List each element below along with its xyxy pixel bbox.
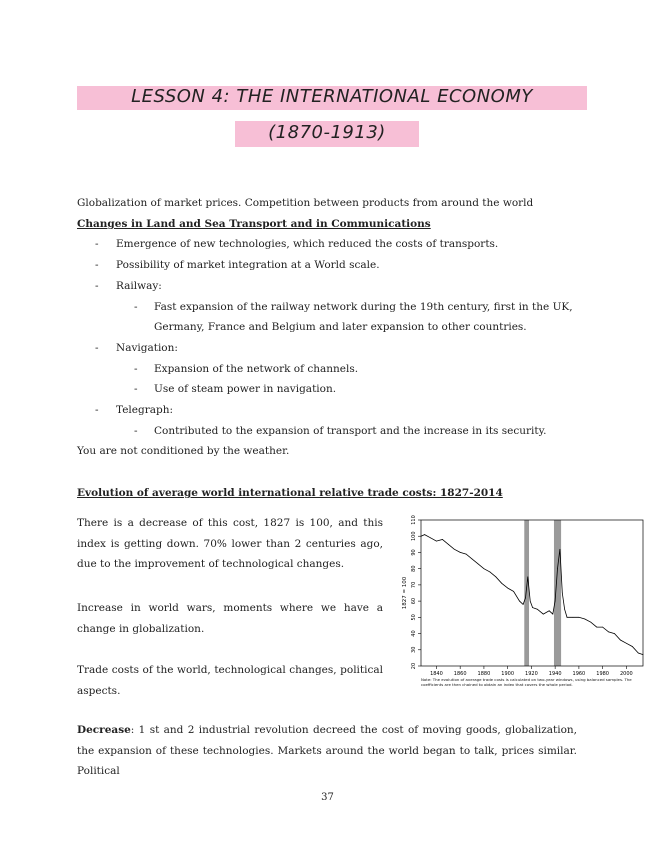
- y-tick-label: 110: [411, 515, 417, 525]
- trade-cost-point: [430, 537, 431, 538]
- trade-cost-point: [543, 614, 544, 615]
- trade-cost-point: [501, 583, 502, 584]
- y-tick-label: 20: [411, 662, 417, 670]
- trade-cost-point: [537, 609, 538, 610]
- trade-cost-point: [523, 604, 524, 605]
- y-tick-label: 70: [411, 581, 417, 589]
- sub-bullet-dash: -: [134, 363, 138, 375]
- bullet-railway: Railway:: [116, 280, 162, 292]
- war-period-band: [554, 520, 561, 666]
- trade-cost-point: [466, 554, 467, 555]
- decrease-text: : 1 st and 2 industrial revolution decreed the cost of moving goods, globalization, the expansion of these technologies. Markets around the world began to talk, prices similar. Political: [77, 724, 577, 777]
- trade-cost-point: [424, 534, 425, 535]
- navigation-steam: Use of steam power in navigation.: [154, 383, 337, 395]
- decrease-label: Decrease: [77, 724, 131, 736]
- y-tick-label: 60: [411, 597, 417, 605]
- bullet-new-technologies: Emergence of new technologies, which reduced the costs of transports.: [116, 238, 499, 250]
- x-tick-label: 1900: [501, 671, 515, 677]
- trade-cost-point: [478, 563, 479, 564]
- trade-cost-point: [442, 539, 443, 540]
- bullet-dash: -: [95, 280, 99, 292]
- x-tick-label: 1880: [477, 671, 491, 677]
- bullet-dash: -: [95, 342, 99, 354]
- y-tick-label: 50: [411, 614, 417, 621]
- trade-cost-point: [549, 610, 550, 611]
- trade-cost-point: [532, 607, 533, 608]
- trade-cost-chart: [397, 515, 647, 692]
- trade-cost-point: [562, 593, 563, 594]
- y-tick-label: 80: [411, 565, 417, 572]
- trade-cost-point: [590, 622, 591, 623]
- trade-cost-paragraph-3: Trade costs of the world, technological changes, political aspects.: [77, 664, 383, 697]
- x-tick-label: 1940: [548, 671, 562, 677]
- lesson-period: (1870-1913): [235, 121, 419, 147]
- trade-cost-point: [573, 617, 574, 618]
- bullet-dash: -: [95, 238, 99, 250]
- trade-cost-point: [626, 643, 627, 644]
- trade-cost-point: [602, 627, 603, 628]
- trade-cost-point: [567, 617, 568, 618]
- bullet-navigation: Navigation:: [116, 342, 178, 354]
- bullet-dash: -: [95, 404, 99, 416]
- trade-cost-point: [638, 653, 639, 654]
- chart-note: [421, 677, 647, 692]
- railway-detail-line1: Fast expansion of the railway network during the 19th century, first in the UK,: [154, 301, 573, 313]
- trade-cost-paragraph-1: There is a decrease of this cost, 1827 is 100, and this index is getting down. 70% lower than 2 centuries ago, due to the improvement of technological changes.: [77, 517, 383, 570]
- trade-cost-point: [495, 576, 496, 577]
- trade-cost-point: [596, 627, 597, 628]
- page-number: 37: [321, 792, 334, 803]
- bullet-telegraph: Telegraph:: [116, 404, 173, 416]
- weather-note: You are not conditioned by the weather.: [77, 445, 290, 457]
- railway-detail-line2: Germany, France and Belgium and later expansion to other countries.: [154, 321, 527, 333]
- plot-frame: [421, 520, 643, 666]
- trade-cost-chart-svg: [397, 515, 647, 692]
- x-tick-label: 1980: [596, 671, 610, 677]
- sub-bullet-dash: -: [134, 301, 138, 313]
- intro-text: Globalization of market prices. Competition between products from around the world: [77, 197, 534, 209]
- trade-cost-point: [507, 588, 508, 589]
- navigation-channels: Expansion of the network of channels.: [154, 363, 359, 375]
- trade-cost-point: [584, 619, 585, 620]
- x-tick-label: 1840: [430, 671, 443, 677]
- chart-note-text: Note: The evolution of average trade costs is calculated on two-year windows, using balanced samples. The coefficients are then chained to obtain an index that covers the whole period.: [421, 677, 632, 687]
- trade-cost-point: [436, 541, 437, 542]
- trade-cost-point: [519, 601, 520, 602]
- trade-cost-point: [564, 609, 565, 610]
- trade-cost-point: [525, 598, 526, 599]
- trade-cost-point: [472, 559, 473, 560]
- trade-cost-point: [555, 601, 556, 602]
- x-tick-label: 2000: [620, 671, 633, 677]
- trade-cost-point: [421, 536, 422, 537]
- x-tick-label: 1860: [453, 671, 467, 677]
- x-tick-label: 1920: [525, 671, 538, 677]
- telegraph-detail: Contributed to the expansion of transport and the increase in its security.: [154, 425, 547, 437]
- trade-cost-point: [620, 640, 621, 641]
- trade-cost-point: [454, 549, 455, 550]
- y-tick-label: 40: [411, 630, 417, 637]
- trade-cost-point: [448, 544, 449, 545]
- trade-cost-point: [490, 572, 491, 573]
- trade-cost-point: [608, 632, 609, 633]
- trade-cost-point: [643, 654, 644, 655]
- trade-cost-paragraph-2: Increase in world wars, moments where we have a change in globalization.: [77, 602, 383, 635]
- decrease-paragraph: [77, 720, 577, 782]
- trade-cost-point: [513, 591, 514, 592]
- trade-cost-series-line: [421, 535, 643, 655]
- y-tick-label: 100: [411, 531, 417, 541]
- trade-cost-point: [484, 568, 485, 569]
- sub-bullet-dash: -: [134, 383, 138, 395]
- y-tick-label: 30: [411, 646, 417, 653]
- trade-cost-point: [530, 601, 531, 602]
- trade-cost-point: [579, 617, 580, 618]
- bullet-dash: -: [95, 259, 99, 271]
- sub-bullet-dash: -: [134, 425, 138, 437]
- trade-cost-point: [614, 633, 615, 634]
- section2-heading: Evolution of average world international relative trade costs: 1827-2014: [77, 487, 503, 499]
- trade-cost-point: [632, 646, 633, 647]
- lesson-title: LESSON 4: THE INTERNATIONAL ECONOMY: [77, 86, 587, 110]
- section1-heading: Changes in Land and Sea Transport and in Communications: [77, 218, 431, 230]
- trade-cost-point: [557, 568, 558, 569]
- x-tick-label: 1960: [572, 671, 586, 677]
- trade-cost-point: [527, 576, 528, 577]
- trade-cost-point: [460, 552, 461, 553]
- y-axis-label: 1827 = 100: [402, 576, 408, 610]
- trade-cost-point: [552, 614, 553, 615]
- y-tick-label: 90: [411, 549, 417, 556]
- war-period-band: [524, 520, 529, 666]
- trade-cost-point: [560, 549, 561, 550]
- bullet-market-integration: Possibility of market integration at a World scale.: [116, 259, 380, 271]
